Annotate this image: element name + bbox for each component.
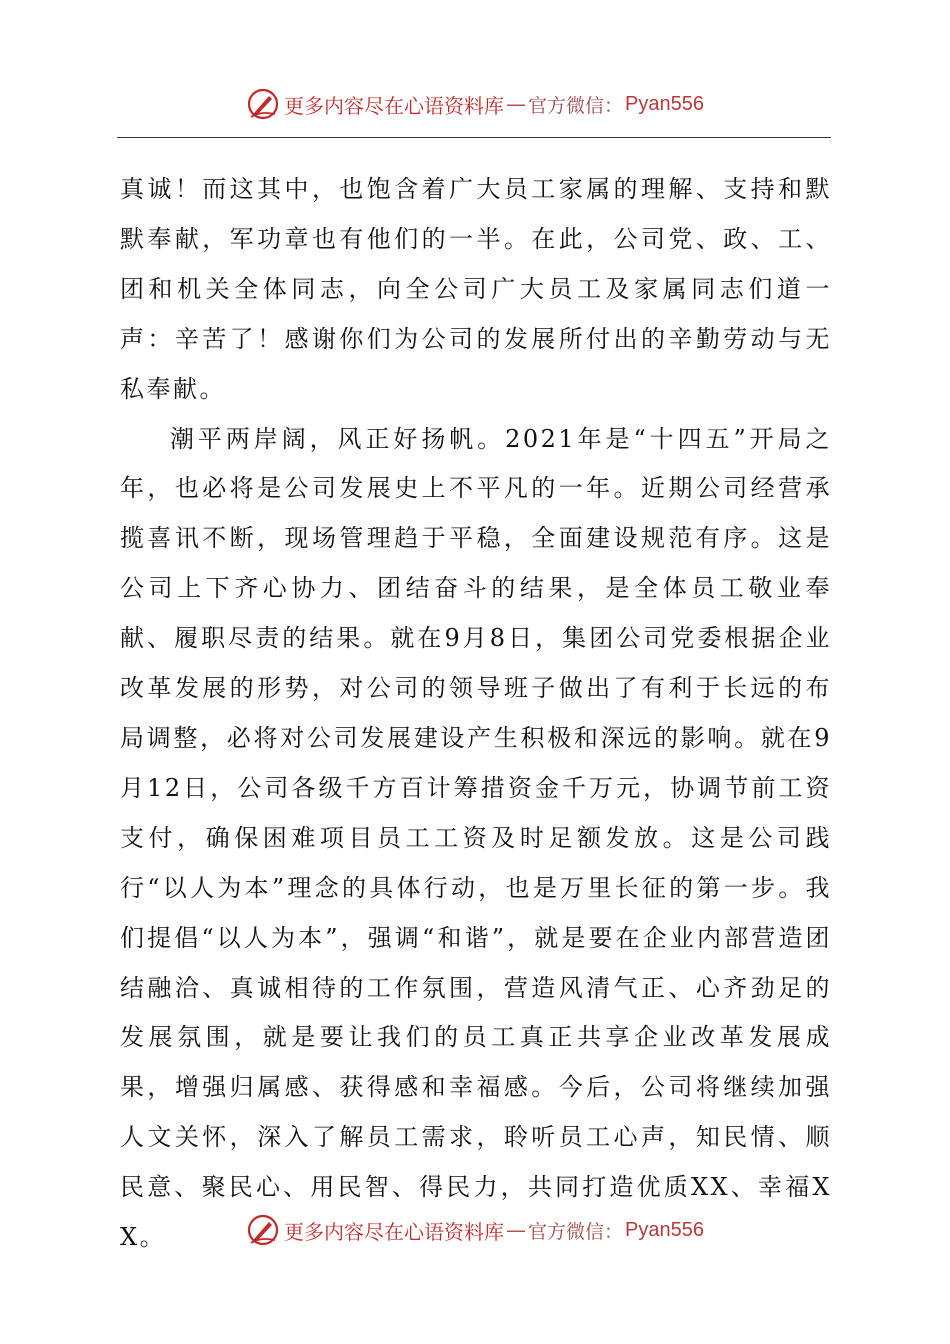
banner-wechat-id: Pyan556 (625, 92, 704, 115)
banner-site-text: 更多内容尽在心语资料库 (284, 1219, 504, 1244)
header-divider (117, 137, 831, 138)
paragraph-2: 潮平两岸阔，风正好扬帆。2021年是“十四五”开局之年，也必将是公司发展史上不平凡的一年。近期公司经营承揽喜讯不断，现场管理趋于平稳，全面建设规范有序。这是公司上下齐心协力、团结奋斗的结果，是全体员工敬业奉献、履职尽责的结果。就在9月8日，集团公司党委根据企业改革发展的形势，对公司的领导班子做出了有利于长远的布局调整，必将对公司发展建设产生积极和深远的影响。就在9月12日，公司各级千方百计筹措资金千万元，协调节前工资支付，确保困难项目员工工资及时足额发放。这是公司践行“以人为本”理念的具体行动，也是万里长征的第一步。我们提倡“以人为本”，强调“和谐”，就是要在企业内部营造团结融洽、真诚相待的工作氛围，营造风清气正、心齐劲足的发展氛围，就是要让我们的员工真正共享企业改革发展成果，增强归属感、获得感和幸福感。今后，公司将继续加强人文关怀，深入了解员工需求，聆听员工心声，知民情、顺民意、聚民心、用民智、得民力，共同打造优质XX、幸福XX。 (120, 424, 832, 1252)
banner-wechat-id: Pyan556 (625, 1218, 704, 1241)
document-body (120, 165, 832, 1263)
paragraph-1: 真诚！而这其中，也饱含着广大员工家属的理解、支持和默默奉献，军功章也有他们的一半。在此，公司党、政、工、团和机关全体同志，向全公司广大员工及家属同志们道一声：辛苦了！感谢你们为公司的发展所付出的辛勤劳动与无私奉献。 (120, 175, 832, 403)
banner-dash: — (506, 92, 526, 116)
banner-dash: — (506, 1218, 526, 1242)
banner-wechat-label: 官方微信： (528, 94, 624, 117)
pen-logo-icon (246, 1213, 280, 1247)
header-banner (0, 84, 950, 124)
banner-wechat-label: 官方微信： (528, 1220, 624, 1243)
footer-banner (0, 1210, 950, 1250)
banner-site-text: 更多内容尽在心语资料库 (284, 93, 504, 118)
pen-logo-icon (246, 87, 280, 121)
